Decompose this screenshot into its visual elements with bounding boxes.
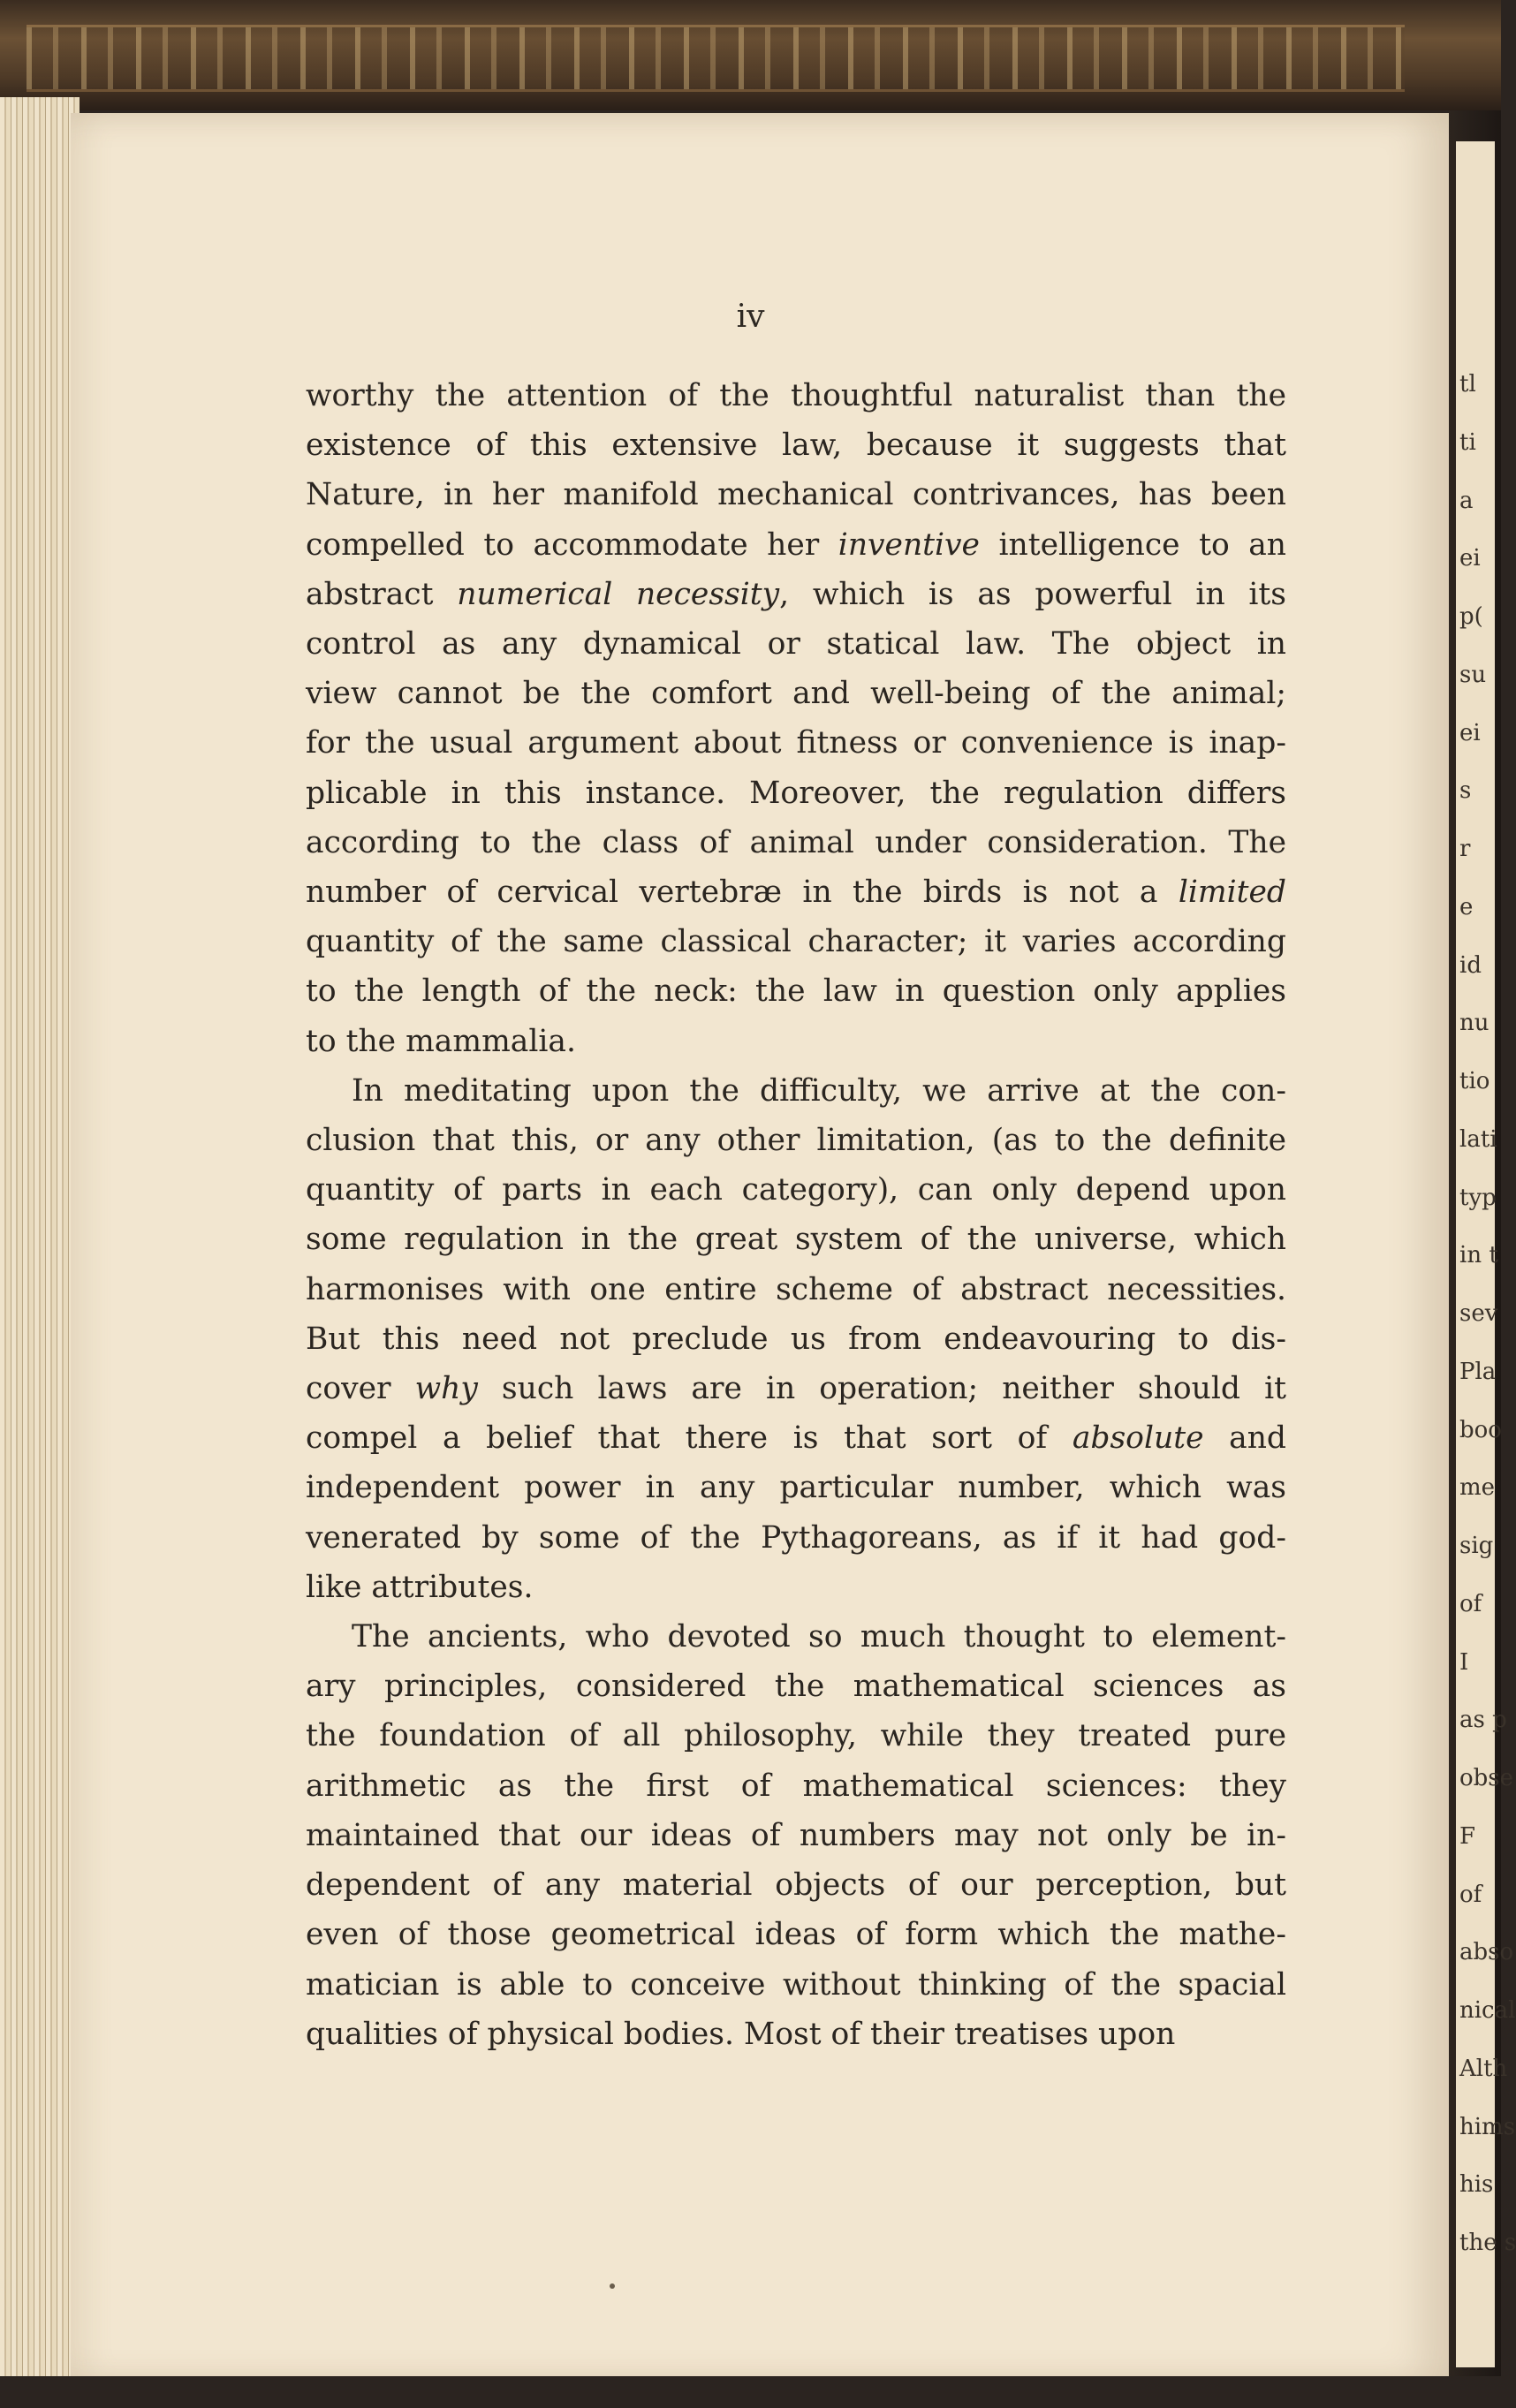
adjacent-page-fragment: obse — [1459, 1765, 1514, 1792]
body-text — [306, 371, 1286, 2059]
text-line: qualities of physical bodies. Most of their treatises upon — [306, 2016, 1176, 2052]
text-line: view cannot be the comfort and well-being of the animal; — [306, 676, 1286, 712]
paragraph — [306, 1066, 1286, 1612]
adjacent-page-fragment: as p — [1459, 1707, 1507, 1734]
adjacent-page-fragment: his — [1459, 2171, 1494, 2199]
scan-background — [0, 2376, 1501, 2408]
text-line: The ancients, who devoted so much thought to element- — [352, 1619, 1286, 1655]
text-line: abstract numerical necessity, which is as powerful in its — [306, 576, 1286, 612]
adjacent-page-fragment: me — [1459, 1474, 1496, 1502]
adjacent-page-fragment: of — [1459, 1590, 1482, 1617]
adjacent-page-fragment: nical — [1459, 1997, 1516, 2025]
text-line: according to the class of animal under consideration. The — [306, 824, 1286, 860]
text-line: compel a belief that there is that sort of absolute and — [306, 1420, 1286, 1457]
text-line: worthy the attention of the thoughtful naturalist than the — [306, 378, 1286, 413]
page-number: iv — [736, 299, 765, 335]
paragraph — [306, 371, 1286, 1066]
adjacent-page-fragment: F — [1459, 1822, 1476, 1850]
text-line: venerated by some of the Pythagoreans, as if it had god- — [306, 1519, 1286, 1556]
text-line: control as any dynamical or statical law. The object in — [306, 626, 1286, 663]
adjacent-page-fragment: sig — [1459, 1533, 1494, 1560]
page-speck — [610, 2283, 615, 2289]
text-line: ary principles, considered the mathematical sciences as — [306, 1669, 1286, 1705]
adjacent-page-fragment: in t — [1459, 1242, 1498, 1269]
adjacent-page-fragment: ei — [1459, 719, 1481, 746]
adjacent-page-fragment: ei — [1459, 545, 1481, 572]
adjacent-page-fragment: lati — [1459, 1125, 1497, 1153]
adjacent-page-fragment: boo — [1459, 1416, 1502, 1443]
text-line: compelled to accommodate her inventive intelligence to an — [306, 526, 1287, 563]
text-line: independent power in any particular number, which was — [306, 1470, 1286, 1506]
adjacent-page-fragment: the s — [1459, 2230, 1516, 2257]
paragraph — [306, 1612, 1286, 2059]
text-line: Nature, in her manifold mechanical contrivances, has been — [306, 477, 1286, 513]
text-line: harmonises with one entire scheme of abstract necessities. — [306, 1271, 1286, 1307]
adjacent-page-strip — [1456, 141, 1516, 2367]
text-line: cover why such laws are in operation; neither should it — [306, 1371, 1286, 1407]
ornamental-border — [27, 25, 1405, 92]
adjacent-page-fragment: ti — [1459, 428, 1476, 456]
text-line: dependent of any material objects of our perception, but — [306, 1867, 1286, 1904]
adjacent-page-fragment: abso — [1459, 1939, 1514, 1966]
text-line: existence of this extensive law, because it suggests that — [306, 428, 1286, 464]
adjacent-page-fragment: su — [1459, 661, 1487, 688]
adjacent-page-fragment: tl — [1459, 371, 1476, 398]
adjacent-page-fragment: e — [1459, 893, 1474, 920]
adjacent-page-fragment: r — [1459, 836, 1471, 863]
left-page-edges — [0, 97, 80, 2376]
text-line: But this need not preclude us from endeavouring to dis- — [306, 1321, 1286, 1357]
text-line: maintained that our ideas of numbers may not only be in- — [306, 1817, 1286, 1853]
text-line: for the usual argument about fitness or convenience is inap- — [306, 725, 1286, 761]
text-line: quantity of parts in each category), can only depend upon — [306, 1172, 1286, 1208]
adjacent-page-fragment: tio — [1459, 1068, 1490, 1095]
adjacent-page-fragment: I — [1459, 1648, 1469, 1676]
adjacent-page-fragment: s — [1459, 777, 1472, 805]
text-line: number of cervical vertebræ in the birds is not a limited — [306, 875, 1286, 911]
text-line: In meditating upon the difficulty, we arrive at the con- — [352, 1072, 1286, 1109]
text-line: plicable in this instance. Moreover, the regulation differs — [306, 775, 1286, 811]
text-line: matician is able to conceive without thinking of the spacial — [306, 1966, 1286, 2003]
adjacent-page-fragment: nu — [1459, 1010, 1489, 1037]
book-binding — [0, 0, 1501, 110]
adjacent-page-fragment: p( — [1459, 603, 1483, 631]
adjacent-page-fragment: Alth — [1459, 2055, 1508, 2082]
adjacent-page-fragment: sev — [1459, 1300, 1498, 1328]
text-line: clusion that this, or any other limitation, (as to the definite — [306, 1123, 1286, 1159]
adjacent-page-fragment: hims — [1459, 2113, 1516, 2140]
adjacent-page-fragment: typ — [1459, 1184, 1497, 1211]
adjacent-page-fragment: Pla — [1459, 1358, 1497, 1385]
text-line: even of those geometrical ideas of form which the mathe- — [306, 1917, 1286, 1953]
text-line: quantity of the same classical character; it varies according — [306, 924, 1286, 960]
adjacent-page-fragment: id — [1459, 951, 1482, 979]
adjacent-page-fragment: a — [1459, 487, 1474, 514]
text-line: to the mammalia. — [306, 1023, 576, 1059]
adjacent-page-fragment: of — [1459, 1881, 1482, 1908]
text-line: the foundation of all philosophy, while they treated pure — [306, 1718, 1286, 1754]
text-line: some regulation in the great system of the universe, which — [306, 1222, 1286, 1258]
text-line: like attributes. — [306, 1569, 534, 1605]
text-line: arithmetic as the first of mathematical sciences: they — [306, 1768, 1286, 1804]
text-line: to the length of the neck: the law in question only applies — [306, 973, 1286, 1010]
